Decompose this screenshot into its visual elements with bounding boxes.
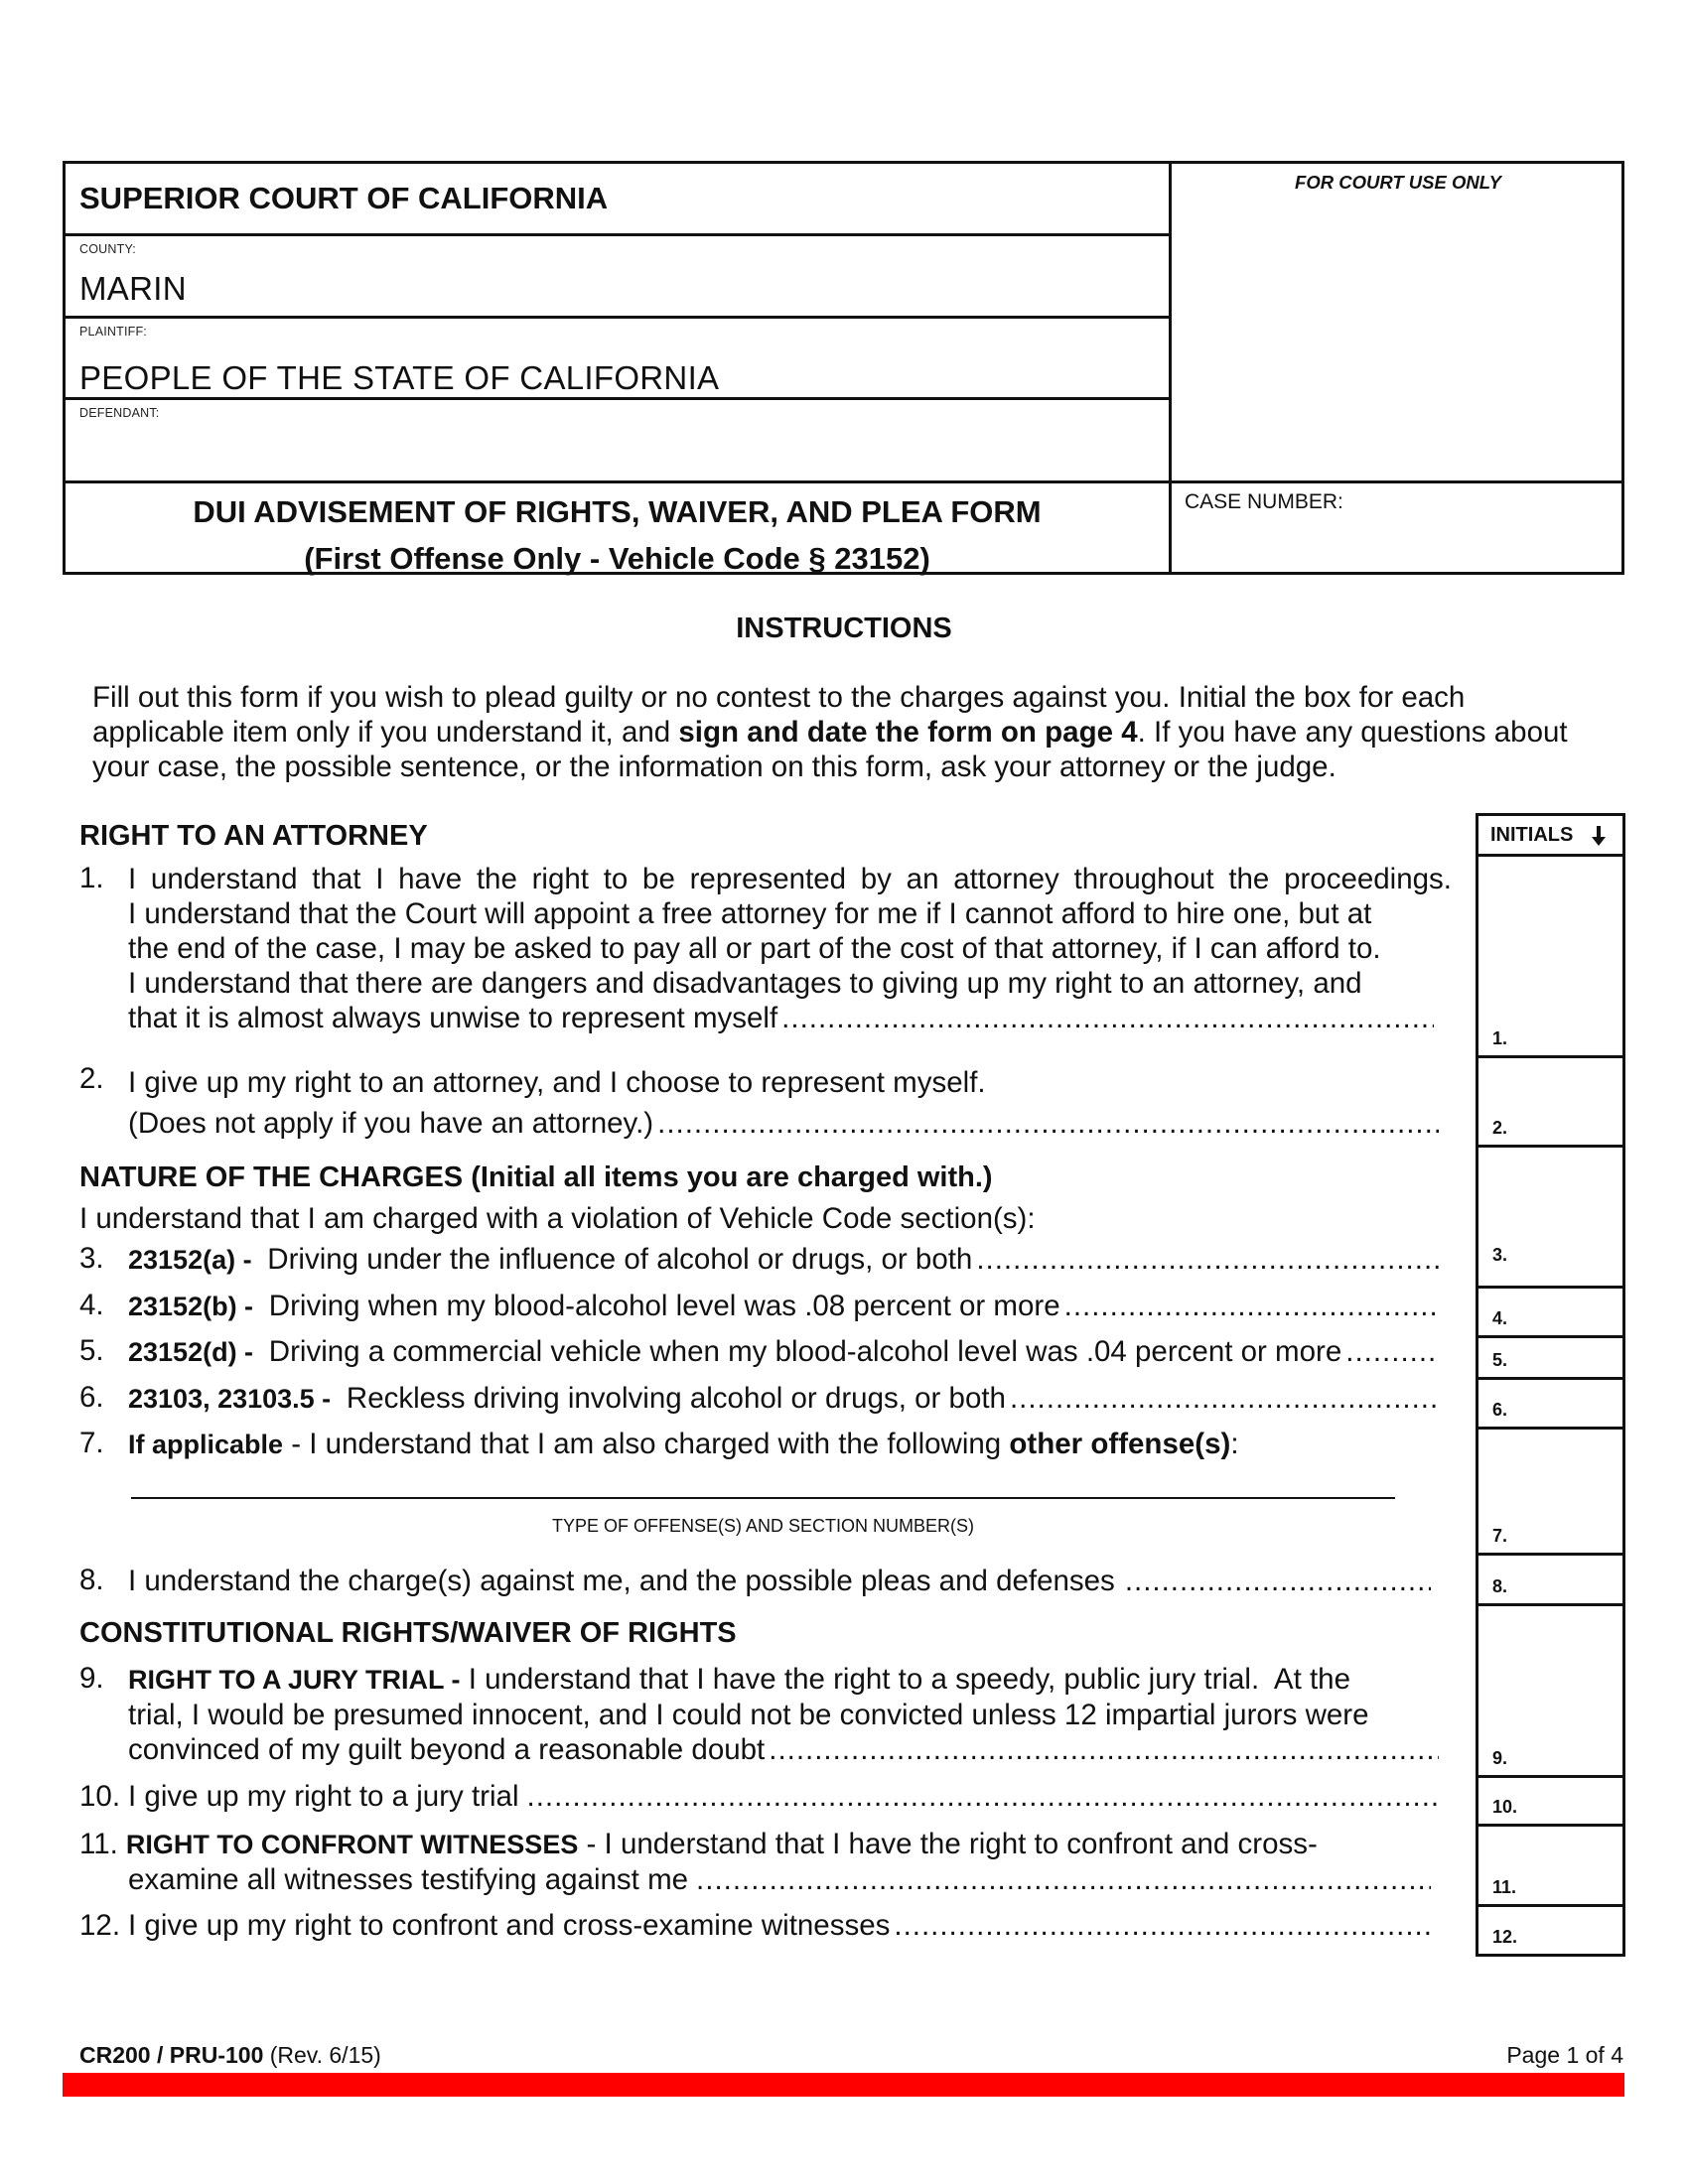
- initials-box-number: 9.: [1492, 1748, 1508, 1768]
- instructions-line2a: applicable item only if you understand it, and: [92, 716, 679, 749]
- item-1-line: the end of the case, I may be asked to pay all or part of the cost of that attorney, if I can afford to.: [128, 932, 1381, 965]
- initials-box-5[interactable]: [1476, 1335, 1625, 1380]
- form-title: [66, 488, 1169, 582]
- item-2-last-line: [128, 1103, 1439, 1144]
- item-7-end: :: [1230, 1428, 1239, 1460]
- initials-box-number: 10.: [1492, 1797, 1518, 1817]
- initials-box-number: 6.: [1492, 1400, 1508, 1420]
- footer-bar: [63, 2073, 1624, 2097]
- form-title-line2: (First Offense Only - Vehicle Code § 23152): [304, 541, 930, 576]
- instructions-line3: your case, the possible sentence, or the information on this form, ask your attorney or the judge.: [92, 751, 1336, 783]
- item-number: 4.: [79, 1289, 104, 1321]
- initials-box-number: 1.: [1492, 1028, 1508, 1048]
- initials-box-11[interactable]: [1476, 1824, 1625, 1907]
- other-offense-label: TYPE OF OFFENSE(S) AND SECTION NUMBER(S): [551, 1516, 975, 1536]
- item-number: 7.: [79, 1427, 104, 1459]
- item-number: 10.: [79, 1780, 121, 1813]
- item-12-text: I give up my right to confront and cross-examine witnesses: [128, 1909, 891, 1942]
- instructions-line2c: . If you have any questions about: [1137, 716, 1568, 749]
- section-attorney: RIGHT TO AN ATTORNEY: [79, 820, 428, 852]
- instructions-line2: [92, 715, 1612, 750]
- item-number: 6.: [79, 1381, 104, 1414]
- initials-box-number: 4.: [1492, 1308, 1508, 1328]
- initials-header: [1476, 813, 1625, 857]
- county-field[interactable]: MARIN: [79, 270, 187, 307]
- defendant-field[interactable]: [79, 427, 1152, 471]
- other-offense-line: [131, 1497, 1395, 1499]
- instructions-text: [92, 680, 1612, 784]
- item-1: [128, 862, 1452, 1035]
- item-number: 5.: [79, 1334, 104, 1367]
- item-1-line: I understand that the Court will appoint a free attorney for me if I cannot afford to hire one, but at: [128, 897, 1372, 930]
- instructions-line1: Fill out this form if you wish to plead guilty or no contest to the charges against you. Initial the box for each: [92, 681, 1466, 714]
- initials-box-number: 11.: [1492, 1877, 1517, 1897]
- initials-box-number: 3.: [1492, 1245, 1508, 1265]
- item-6-text: Reckless driving involving alcohol or drugs, or both: [338, 1382, 1006, 1415]
- item-9-line: convinced of my guilt beyond a reasonable doubt: [128, 1733, 766, 1766]
- instructions-heading: INSTRUCTIONS: [736, 613, 952, 644]
- initials-box-2[interactable]: [1476, 1055, 1625, 1148]
- item-1-line: I understand that I have the right to be represented by an attorney throughout the proceedings.: [128, 863, 1452, 895]
- plaintiff-field[interactable]: PEOPLE OF THE STATE OF CALIFORNIA: [79, 359, 720, 396]
- item-8: [128, 1564, 1431, 1598]
- rule-court: [63, 233, 1171, 236]
- initials-box-number: 8.: [1492, 1576, 1508, 1596]
- other-offense-input[interactable]: [131, 1454, 1395, 1497]
- case-number-label: CASE NUMBER:: [1185, 490, 1343, 513]
- item-6: [128, 1381, 1439, 1417]
- item-number: 11.: [79, 1828, 118, 1860]
- item-number: 2.: [79, 1062, 104, 1095]
- item-4-text: Driving when my blood-alcohol level was .08 percent or more: [260, 1290, 1060, 1322]
- item-4-code: 23152(b) -: [128, 1292, 261, 1321]
- charges-intro: I understand that I am charged with a violation of Vehicle Code section(s):: [79, 1202, 1036, 1235]
- arrow-down-icon: [1590, 825, 1608, 847]
- form-revision: (Rev. 6/15): [263, 2042, 381, 2068]
- item-8-text: I understand the charge(s) against me, and the possible pleas and defenses: [128, 1565, 1115, 1597]
- item-number: 8.: [79, 1564, 104, 1596]
- item-2: [128, 1062, 1439, 1144]
- initials-box-9[interactable]: [1476, 1603, 1625, 1778]
- court-use-label: FOR COURT USE ONLY: [1295, 172, 1501, 193]
- initials-box-8[interactable]: [1476, 1553, 1625, 1606]
- caption-divider: [1169, 161, 1172, 575]
- initials-header-label: INITIALS: [1490, 824, 1574, 846]
- rule-county: [63, 316, 1171, 319]
- item-5: [128, 1334, 1439, 1370]
- item-11-line: [79, 1827, 1452, 1862]
- initials-box-number: 2.: [1492, 1118, 1508, 1138]
- item-7-code: If applicable: [128, 1430, 284, 1459]
- item-5-text: Driving a commercial vehicle when my blood-alcohol level was .04 percent or more: [260, 1335, 1342, 1368]
- section-charges-title: NATURE OF THE CHARGES: [79, 1161, 464, 1193]
- item-number: 12.: [79, 1909, 121, 1942]
- item-1-line: I understand that there are dangers and disadvantages to giving up my right to an attorney, and: [128, 967, 1362, 1000]
- item-3: [128, 1242, 1439, 1278]
- form-title-line1: DUI ADVISEMENT OF RIGHTS, WAIVER, AND PLEA FORM: [193, 494, 1042, 529]
- item-7-text: - I understand that I am also charged with the following: [283, 1428, 1010, 1460]
- court-name: SUPERIOR COURT OF CALIFORNIA: [79, 181, 609, 215]
- defendant-label: DEFENDANT:: [79, 406, 160, 420]
- initials-box-3[interactable]: [1476, 1145, 1625, 1289]
- item-10: [79, 1779, 1439, 1814]
- initials-box-1[interactable]: [1476, 854, 1625, 1058]
- initials-box-6[interactable]: [1476, 1377, 1625, 1430]
- item-9-line: [128, 1662, 1452, 1698]
- section-charges: [79, 1161, 993, 1194]
- item-11-line: examine all witnesses testifying against me: [128, 1863, 689, 1896]
- item-number: 3.: [79, 1242, 104, 1275]
- item-9-text: I understand that I have the right to a speedy, public jury trial. At the: [460, 1663, 1350, 1696]
- initials-box-7[interactable]: [1476, 1427, 1625, 1556]
- instructions-sign-date: sign and date the form on page 4: [678, 716, 1138, 749]
- initials-box-number: 7.: [1492, 1526, 1508, 1546]
- item-number: 9.: [79, 1662, 104, 1695]
- item-5-code: 23152(d) -: [128, 1337, 261, 1367]
- item-3-code: 23152(a) -: [128, 1245, 260, 1275]
- county-label: COUNTY:: [79, 242, 136, 256]
- item-11-last-line: [128, 1862, 1431, 1897]
- item-7-other-offenses: other offense(s): [1009, 1428, 1231, 1460]
- form-id: [79, 2042, 381, 2069]
- plaintiff-label: PLAINTIFF:: [79, 325, 147, 339]
- initials-box-12[interactable]: [1476, 1904, 1625, 1957]
- item-12: [79, 1908, 1431, 1943]
- case-number-field[interactable]: [1175, 521, 1619, 571]
- item-1-line: that it is almost always unwise to represent myself: [128, 1002, 778, 1034]
- item-10-text: I give up my right to a jury trial: [128, 1780, 519, 1813]
- item-2-line: I give up my right to an attorney, and I choose to represent myself.: [128, 1066, 986, 1099]
- initials-box-10[interactable]: [1476, 1775, 1625, 1827]
- form-id-code: CR200 / PRU-100: [79, 2042, 264, 2068]
- initials-box-number: 5.: [1492, 1350, 1508, 1370]
- item-11-text: - I understand that I have the right to confront and cross-: [578, 1828, 1318, 1860]
- section-constitutional: CONSTITUTIONAL RIGHTS/WAIVER OF RIGHTS: [79, 1617, 737, 1649]
- rule-title: [63, 480, 1624, 483]
- item-9-last-line: [128, 1732, 1439, 1767]
- item-2-line: (Does not apply if you have an attorney.): [128, 1107, 654, 1140]
- item-11-title: RIGHT TO CONFRONT WITNESSES: [125, 1830, 579, 1859]
- item-9-line: trial, I would be presumed innocent, and I could not be convicted unless 12 impartial jurors were: [128, 1699, 1369, 1731]
- item-1-last-line: [128, 1001, 1434, 1035]
- item-9-title: RIGHT TO A JURY TRIAL -: [128, 1665, 461, 1695]
- initials-box-number: 12.: [1492, 1927, 1518, 1947]
- item-3-text: Driving under the influence of alcohol or drugs, or both: [259, 1243, 973, 1276]
- item-11: [79, 1827, 1452, 1897]
- rule-plaintiff: [63, 397, 1171, 400]
- initials-box-4[interactable]: [1476, 1286, 1625, 1338]
- item-9: [128, 1662, 1452, 1767]
- item-6-code: 23103, 23103.5 -: [128, 1384, 339, 1414]
- item-number: 1.: [79, 862, 104, 894]
- section-charges-note: (Initial all items you are charged with.): [463, 1161, 993, 1193]
- item-4: [128, 1289, 1439, 1324]
- page-number: Page 1 of 4: [1506, 2042, 1623, 2068]
